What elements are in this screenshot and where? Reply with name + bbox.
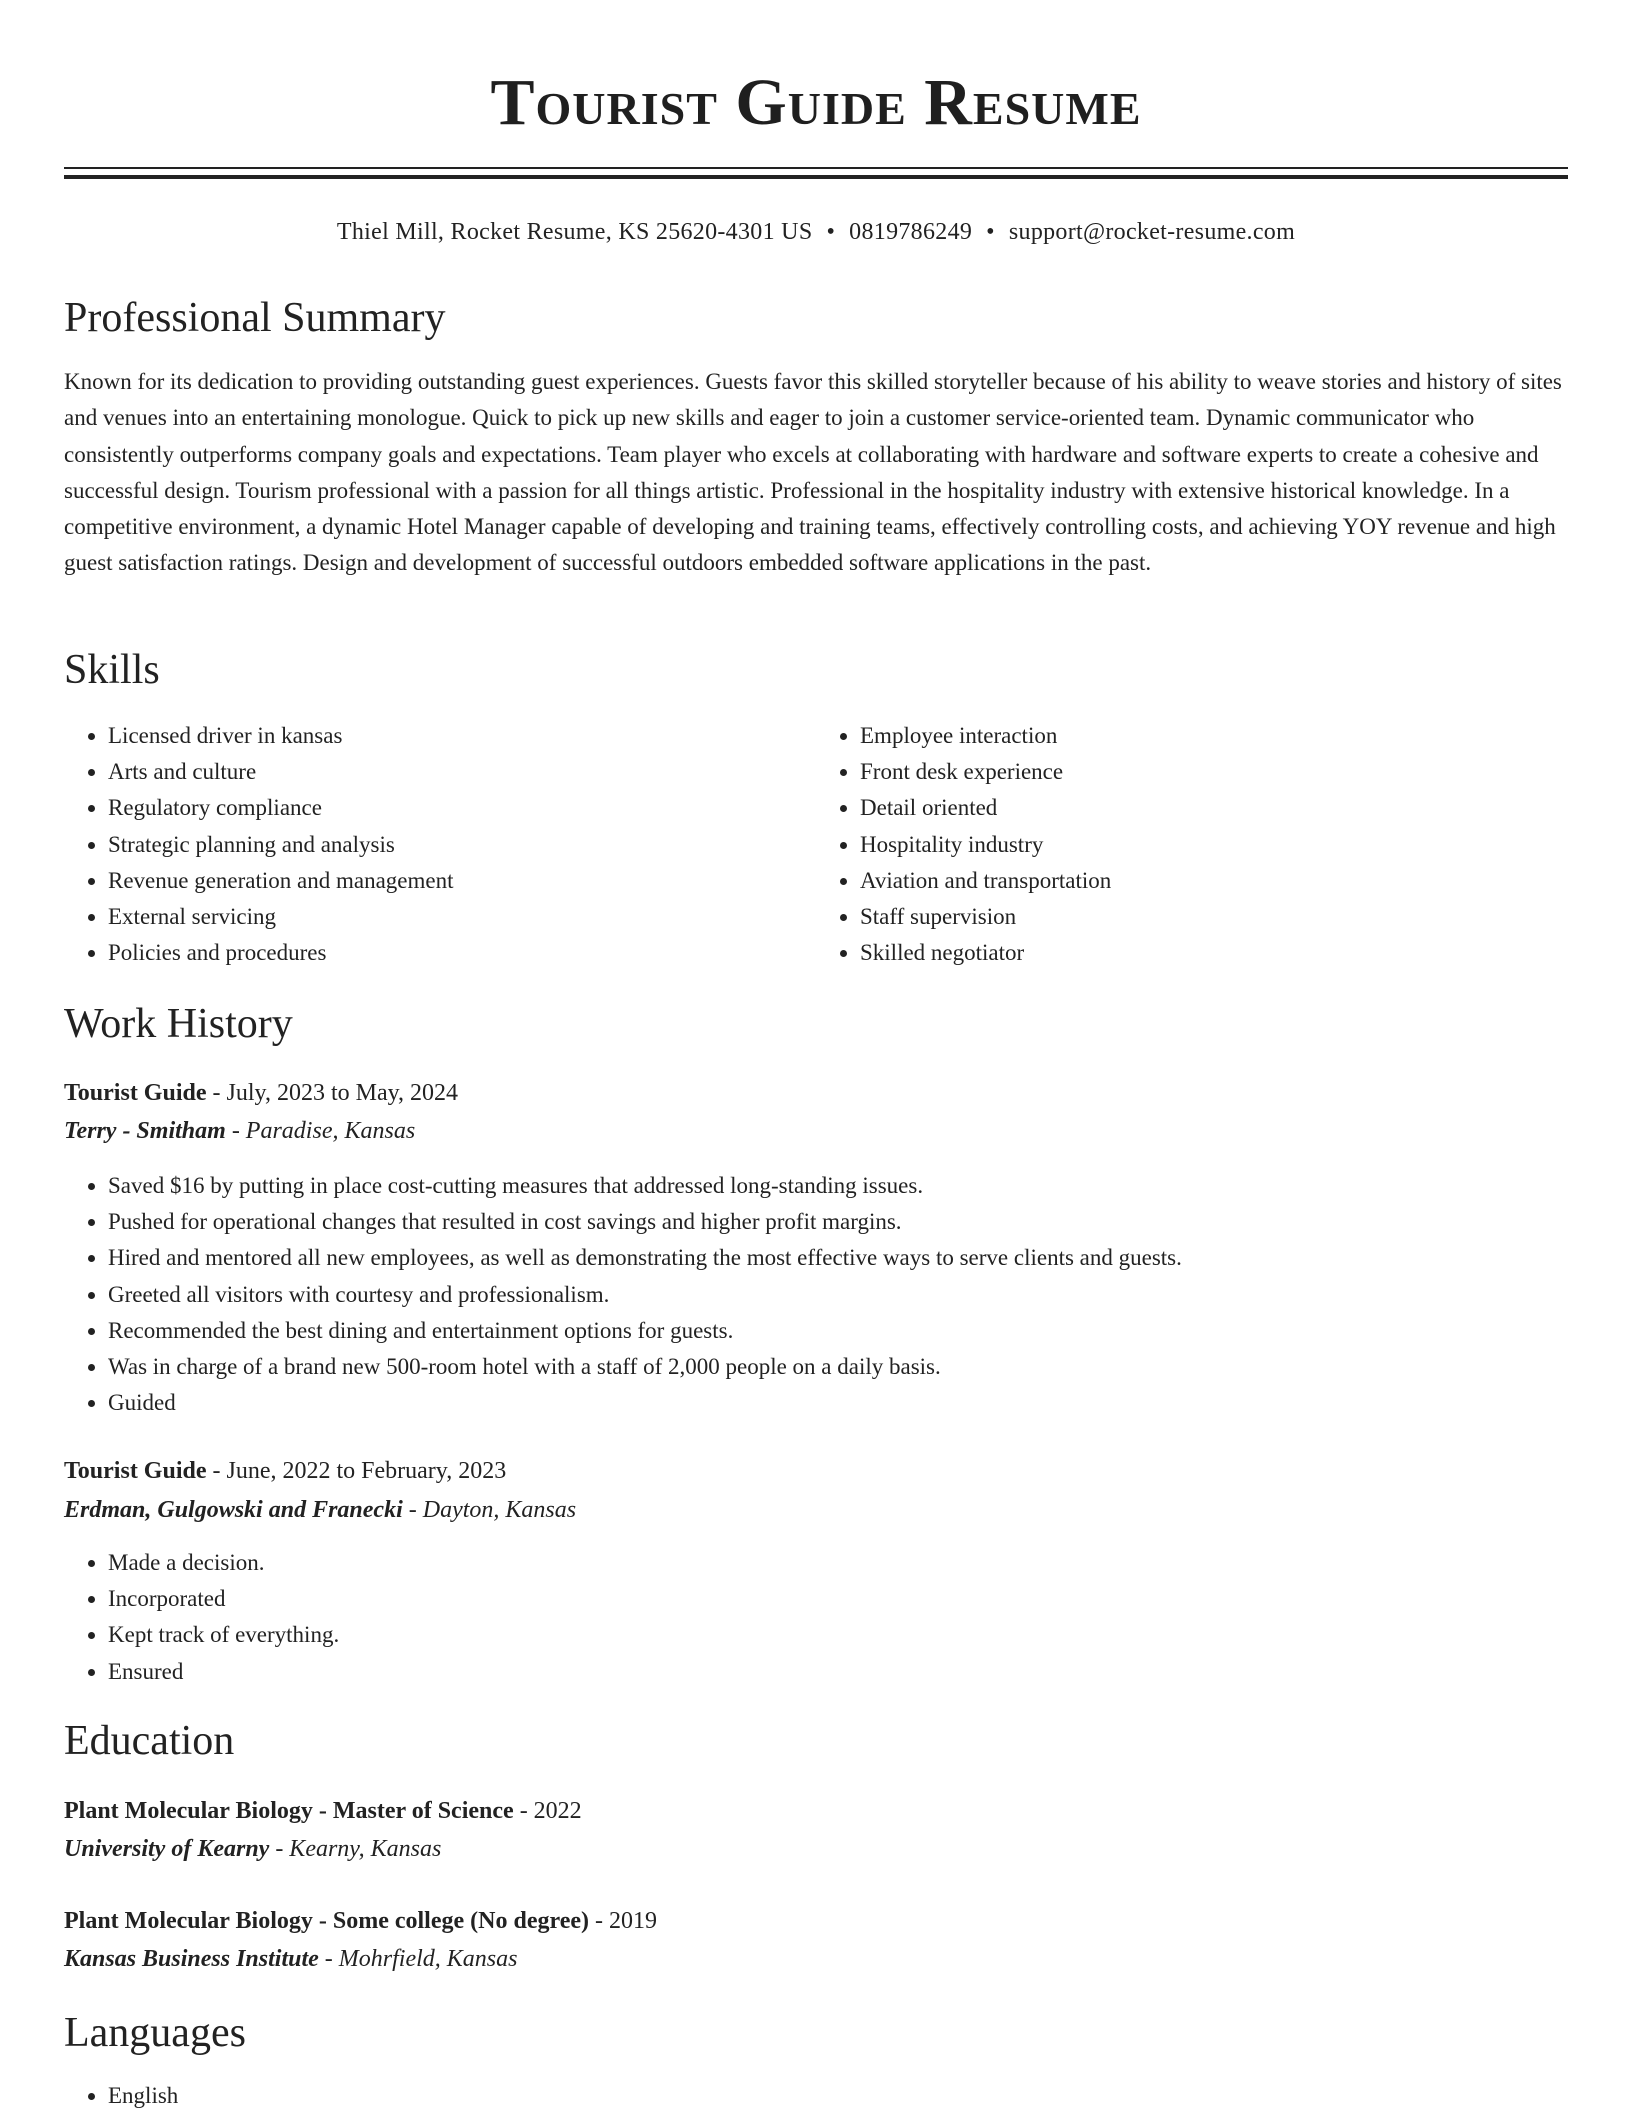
skill-item: • Front desk experience xyxy=(860,754,1568,790)
summary-heading: Professional Summary xyxy=(64,295,446,341)
job-bullets xyxy=(64,1168,1568,1421)
education-header xyxy=(64,1792,582,1830)
job-dates: - July, 2023 to May, 2024 xyxy=(206,1080,459,1106)
education-header xyxy=(64,1902,657,1940)
contact-phone: 0819786249 xyxy=(849,219,973,245)
job-title: Tourist Guide xyxy=(64,1458,207,1484)
skill-item: • Detail oriented xyxy=(860,790,1568,826)
page-title: Tourist Guide Resume xyxy=(490,66,1142,139)
contact-email: support@rocket-resume.com xyxy=(1008,219,1296,245)
job-header xyxy=(64,1452,506,1490)
list-item: • Hired and mentored all new employees, as well as demonstrating the most effective ways to serve clients and guests. xyxy=(108,1240,1568,1276)
skill-item: • Licensed driver in kansas xyxy=(108,718,816,754)
summary-text: Known for its dedication to providing outstanding guest experiences. Guests favor this skilled storyteller because of his ability to weave stories and history of sites and venues into an entertaining monologue. Quick to pick up new skills and eager to join a customer service-oriented team. Dynamic communicator who consistently outperforms company goals and expectations. Team player who excels at collaborating with hardware and software experts to create a cohesive and successful design. Tourism professional with a passion for all things artistic. Professional in the hospitality industry with extensive historical knowledge. In a competitive environment, a dynamic Hotel Manager capable of developing and training teams, effectively controlling costs, and achieving YOY revenue and high guest satisfaction ratings. Design and development of successful outdoors embedded software applications in the past. xyxy=(64,369,1562,576)
skill-item: • External servicing xyxy=(108,899,816,935)
job-employer xyxy=(64,1491,576,1529)
list-item: • Pushed for operational changes that resulted in cost savings and higher profit margins. xyxy=(108,1204,1568,1240)
education-school xyxy=(64,1940,517,1978)
education-school xyxy=(64,1830,441,1868)
list-item: • Made a decision. xyxy=(108,1545,1568,1581)
job-company: Erdman, Gulgowski and Franecki xyxy=(64,1497,403,1523)
school-location: - Kearny, Kansas xyxy=(269,1836,442,1862)
contact-separator: • xyxy=(986,219,995,245)
job-title: Tourist Guide xyxy=(64,1080,207,1106)
education-year: - 2019 xyxy=(589,1908,657,1934)
language-item: • English xyxy=(108,2078,1568,2114)
education-heading: Education xyxy=(64,1718,235,1764)
job-bullets xyxy=(64,1545,1568,1690)
education-year: - 2022 xyxy=(513,1798,582,1824)
education-degree: Plant Molecular Biology - Some college (No degree) xyxy=(64,1908,589,1934)
list-item: • Saved $16 by putting in place cost-cutting measures that addressed long-standing issues. xyxy=(108,1168,1568,1204)
education-degree: Plant Molecular Biology - Master of Science xyxy=(64,1798,514,1824)
list-item: • Ensured xyxy=(108,1654,1568,1690)
job-employer xyxy=(64,1112,415,1150)
contact-address: Thiel Mill, Rocket Resume, KS 25620-4301 US xyxy=(336,219,813,245)
school-name: Kansas Business Institute xyxy=(64,1946,319,1972)
school-location: - Mohrfield, Kansas xyxy=(318,1946,518,1972)
list-item: • Was in charge of a brand new 500-room hotel with a staff of 2,000 people on a daily basis. xyxy=(108,1349,1568,1385)
resume-page xyxy=(64,0,1568,2108)
job-dates: - June, 2022 to February, 2023 xyxy=(206,1458,507,1484)
skill-item: • Employee interaction xyxy=(860,718,1568,754)
title-divider-top xyxy=(64,167,1568,169)
skill-item: • Regulatory compliance xyxy=(108,790,816,826)
skills-heading: Skills xyxy=(64,647,160,693)
skill-item: • Revenue generation and management xyxy=(108,863,816,899)
skill-item: • Strategic planning and analysis xyxy=(108,827,816,863)
skill-item: • Skilled negotiator xyxy=(860,935,1568,971)
skill-item: • Staff supervision xyxy=(860,899,1568,935)
skill-item: • Hospitality industry xyxy=(860,827,1568,863)
title-divider-bottom xyxy=(64,175,1568,179)
skills-columns xyxy=(64,718,1568,971)
skill-item: • Policies and procedures xyxy=(108,935,816,971)
contact-line xyxy=(64,212,1568,252)
list-item: • Greeted all visitors with courtesy and professionalism. xyxy=(108,1277,1568,1313)
languages-heading: Languages xyxy=(64,2010,246,2056)
list-item: • Recommended the best dining and entertainment options for guests. xyxy=(108,1313,1568,1349)
work-heading: Work History xyxy=(64,1001,293,1047)
list-item: • Incorporated xyxy=(108,1581,1568,1617)
job-location: - Paradise, Kansas xyxy=(225,1118,416,1144)
job-header xyxy=(64,1074,458,1112)
job-company: Terry - Smitham xyxy=(64,1118,226,1144)
job-location: - Dayton, Kansas xyxy=(402,1497,577,1523)
languages-list xyxy=(64,2078,1568,2114)
skills-list-left xyxy=(64,718,816,971)
list-item: • Guided xyxy=(108,1385,1568,1421)
skill-item: • Arts and culture xyxy=(108,754,816,790)
school-name: University of Kearny xyxy=(64,1836,270,1862)
skill-item: • Aviation and transportation xyxy=(860,863,1568,899)
skills-list-right xyxy=(816,718,1568,971)
list-item: • Kept track of everything. xyxy=(108,1617,1568,1653)
contact-separator: • xyxy=(826,219,836,245)
